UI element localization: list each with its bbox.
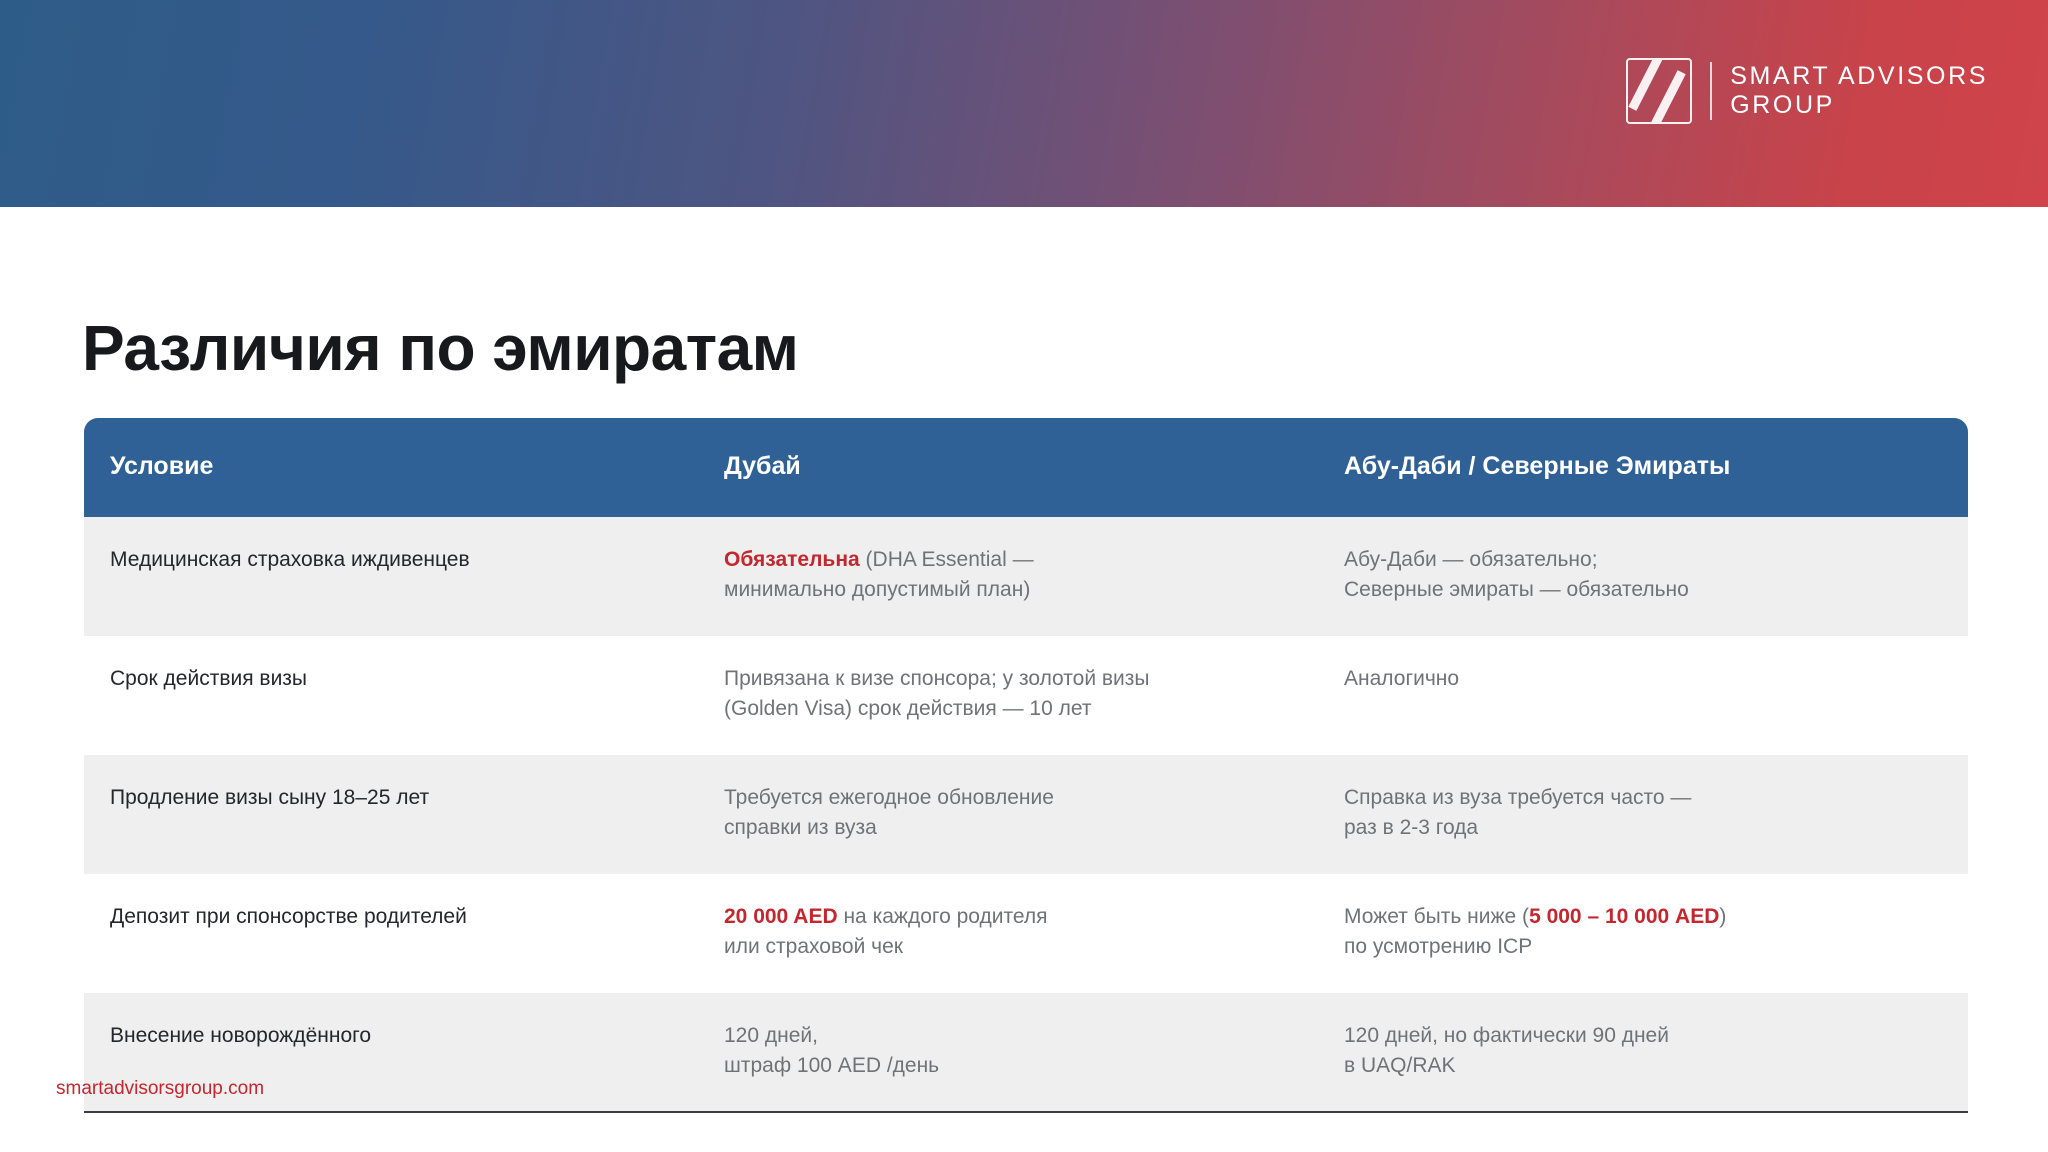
cell-condition: Срок действия визы (84, 636, 724, 755)
cell-condition: Депозит при спонсорстве родителей (84, 874, 724, 993)
footer-website-link[interactable]: smartadvisorsgroup.com (56, 1078, 265, 1099)
cell-other-line2: раз в 2-3 года (1344, 816, 1479, 840)
cell-dubai (724, 755, 1344, 874)
column-header-condition: Условие (84, 418, 724, 517)
page-title: Различия по эмиратам (82, 311, 799, 384)
logo-mark-icon (1626, 58, 1692, 124)
cell-dubai-line2: (Golden Visa) срок действия — 10 лет (724, 697, 1092, 721)
cell-dubai-emphasis: 20 000 AED (724, 904, 838, 928)
brand-logo (1626, 58, 1988, 124)
table-row (84, 993, 1968, 1113)
cell-dubai-emphasis: Обязательна (724, 548, 860, 571)
cell-other-line1: 120 дней, но фактически 90 дней (1344, 1023, 1669, 1047)
cell-other (1344, 874, 1968, 993)
cell-other-emphasis: 5 000 – 10 000 AED (1529, 904, 1720, 928)
cell-other-line1: Справка из вуза требуется часто — (1344, 785, 1692, 809)
cell-dubai (724, 874, 1344, 993)
cell-dubai-line2: или страховой чек (724, 935, 903, 959)
table-body (84, 517, 1968, 1112)
cell-dubai-line2: минимально допустимый план) (724, 578, 1031, 602)
cell-dubai (724, 636, 1344, 755)
cell-dubai-rest: на каждого родителя (837, 904, 1048, 928)
cell-dubai (724, 993, 1344, 1113)
logo-text (1730, 62, 1988, 121)
cell-dubai-line1: 120 дней, (724, 1023, 818, 1047)
cell-other-line2: по усмотрению ICP (1344, 935, 1533, 959)
column-header-abu-dhabi: Абу-Даби / Северные Эмираты (1344, 418, 1968, 517)
table-row (84, 755, 1968, 874)
table-row (84, 874, 1968, 993)
logo-divider (1710, 62, 1712, 120)
cell-condition: Продление визы сыну 18–25 лет (84, 755, 724, 874)
cell-other (1344, 517, 1968, 636)
cell-dubai-rest: (DHA Essential — (859, 548, 1034, 571)
logo-text-line2: GROUP (1730, 91, 1835, 119)
table-header (84, 418, 1968, 517)
cell-dubai (724, 517, 1344, 636)
cell-other (1344, 993, 1968, 1113)
cell-other-line2: в UAQ/RAK (1344, 1053, 1456, 1077)
cell-dubai-line2: справки из вуза (724, 816, 877, 840)
comparison-table (84, 418, 1968, 1113)
cell-other-line1: Аналогично (1344, 666, 1460, 690)
table-row (84, 636, 1968, 755)
header-gradient-band (0, 0, 2048, 207)
table-header-row (84, 418, 1968, 517)
table-row (84, 517, 1968, 636)
cell-condition: Медицинская страховка иждивенцев (84, 517, 724, 636)
cell-other-line1: Абу-Даби — обязательно; (1344, 548, 1598, 571)
cell-condition: Внесение новорождённого (84, 993, 724, 1113)
cell-other-suffix: ) (1719, 904, 1727, 928)
cell-other (1344, 755, 1968, 874)
cell-other (1344, 636, 1968, 755)
cell-dubai-line1: Привязана к визе спонсора; у золотой визы (724, 666, 1150, 690)
comparison-table-wrapper (84, 418, 1968, 1113)
cell-dubai-line2: штраф 100 AED /день (724, 1053, 940, 1077)
cell-other-prefix: Может быть ниже ( (1344, 904, 1530, 928)
cell-other-line2: Северные эмираты — обязательно (1344, 578, 1689, 602)
column-header-dubai: Дубай (724, 418, 1344, 517)
cell-dubai-line1: Требуется ежегодное обновление (724, 785, 1054, 809)
logo-text-line1: SMART ADVISORS (1730, 61, 1988, 90)
